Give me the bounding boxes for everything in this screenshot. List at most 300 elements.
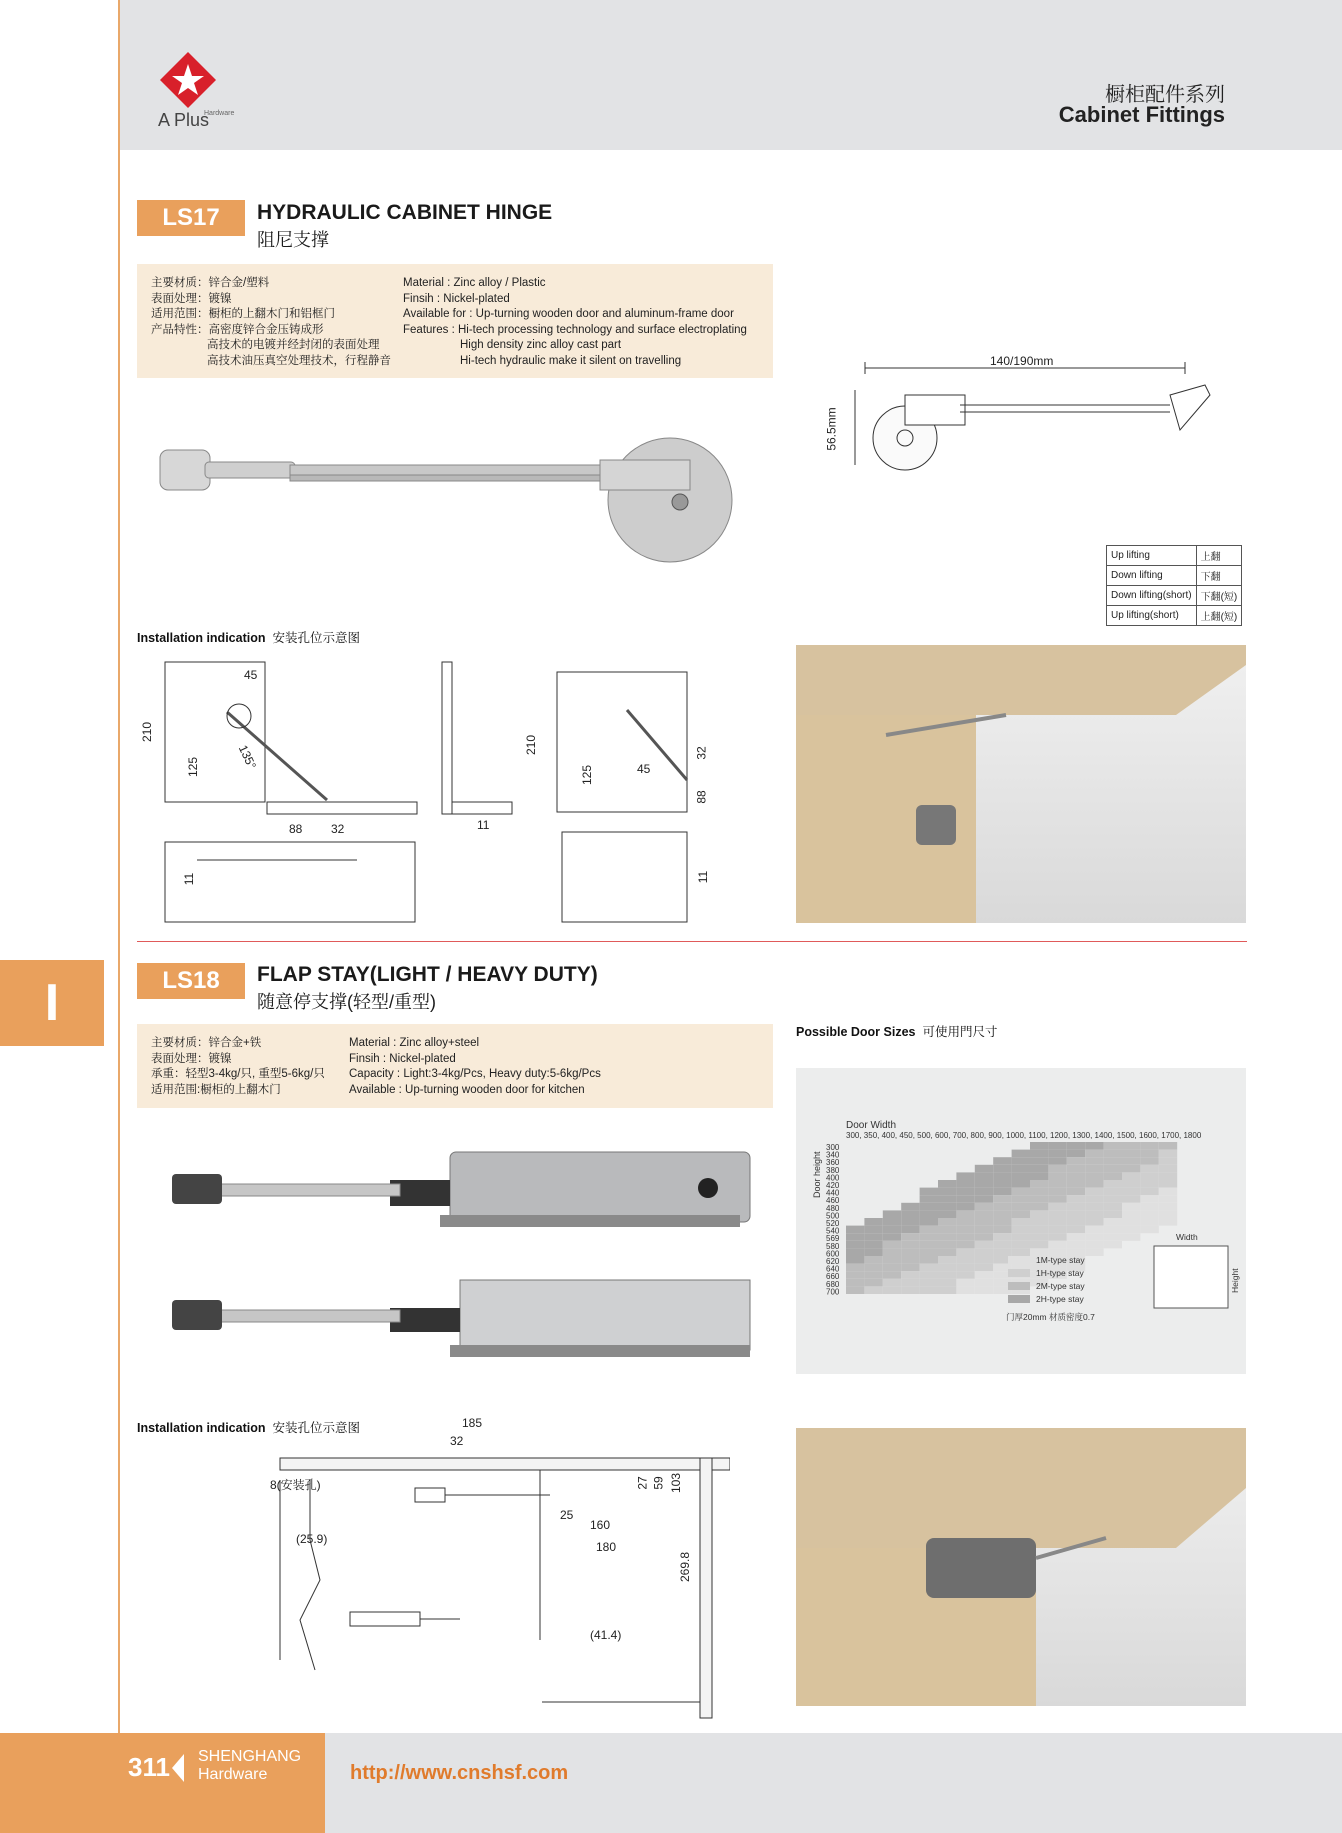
ls17-dimension-drawing [824, 350, 1240, 480]
ls17-spec-box [137, 264, 773, 378]
chart-y-tick: 360 [826, 1158, 840, 1168]
chart-cell [901, 1286, 919, 1294]
chart-cell [1030, 1157, 1048, 1165]
chart-title: Door Width [846, 1120, 897, 1131]
chart-cell [993, 1157, 1011, 1165]
chart-cell [846, 1264, 864, 1272]
chart-x-ticks [846, 1131, 1202, 1140]
chart-cell [956, 1172, 974, 1180]
ls18-badge: LS18 [137, 963, 245, 999]
spec-line: 表面处理：镀镍 [151, 1052, 232, 1065]
dim-label: 88 [694, 790, 709, 804]
chart-y-tick: 680 [826, 1279, 840, 1289]
chart-cell [938, 1226, 956, 1234]
chart-y-tick: 600 [826, 1249, 840, 1259]
chart-cell [1122, 1165, 1140, 1173]
chart-cell [1048, 1203, 1066, 1211]
chart-cell [1104, 1210, 1122, 1218]
chart-cell [1159, 1165, 1177, 1173]
spec-line: 高技术油压真空处理技术，行程静音 [207, 354, 391, 367]
chart-cell [846, 1241, 864, 1249]
chart-cell [1159, 1195, 1177, 1203]
chart-cell [883, 1286, 901, 1294]
ls17-spec-cn [151, 276, 391, 369]
dim-label: 45 [637, 762, 651, 776]
chart-cell [864, 1233, 882, 1241]
chart-y-tick: 400 [826, 1173, 840, 1183]
chart-cell [920, 1241, 938, 1249]
header-title-cn: 橱柜配件系列 [1105, 84, 1225, 106]
chart-cell [901, 1203, 919, 1211]
dim-width-label: 140/190mm [990, 354, 1054, 368]
spec-line: Available for : Up-turning wooden door and aluminum-frame door [403, 308, 734, 320]
door-sizes-label [796, 1022, 997, 1040]
chart-cell [1140, 1188, 1158, 1196]
dim-label: (41.4) [590, 1628, 622, 1642]
section-tab: I [0, 960, 104, 1046]
spec-line: 表面处理：镀镍 [151, 292, 232, 305]
legend-en: Down lifting(short) [1107, 586, 1197, 606]
ls17-badge: LS17 [137, 200, 245, 236]
chart-cell [1122, 1195, 1140, 1203]
chart-cell [1012, 1157, 1030, 1165]
chart-cell [975, 1271, 993, 1279]
chart-cell [1048, 1226, 1066, 1234]
chart-cell [956, 1218, 974, 1226]
chart-cell [883, 1226, 901, 1234]
chart-cell [920, 1203, 938, 1211]
chart-cell [993, 1188, 1011, 1196]
legend-swatch [1008, 1269, 1030, 1277]
chart-cell [1104, 1142, 1122, 1150]
chart-cell [846, 1233, 864, 1241]
chart-cell [1159, 1157, 1177, 1165]
dim-label: 11 [696, 870, 711, 884]
dim-label: 8(安装孔) [270, 1478, 321, 1492]
chart-cell [1048, 1233, 1066, 1241]
chart-cell [956, 1203, 974, 1211]
ls17-product-image [150, 420, 750, 580]
chart-cell [993, 1195, 1011, 1203]
ls18-spec-en [349, 1036, 601, 1098]
footer-url-link[interactable]: http://www.cnshsf.com [350, 1762, 569, 1784]
chart-cell [1104, 1180, 1122, 1188]
chart-cell [1104, 1150, 1122, 1158]
legend-cn: 下翻(短) [1196, 586, 1242, 606]
chart-cell [883, 1271, 901, 1279]
dim-label: (25.9) [296, 1532, 328, 1546]
dim-label: 32 [331, 822, 345, 836]
chart-cell [920, 1195, 938, 1203]
door-size-chart [796, 1068, 1246, 1374]
chart-cell [1085, 1203, 1103, 1211]
chart-cell [1104, 1195, 1122, 1203]
chart-cell [1048, 1218, 1066, 1226]
chart-cell [975, 1241, 993, 1249]
chart-cell [1067, 1188, 1085, 1196]
chart-y-tick: 500 [826, 1211, 840, 1221]
chart-cell [1067, 1165, 1085, 1173]
chart-y-tick: 380 [826, 1165, 840, 1175]
chart-cell [993, 1165, 1011, 1173]
chart-cell [1122, 1210, 1140, 1218]
chart-cell [864, 1226, 882, 1234]
chart-cell [883, 1256, 901, 1264]
chart-y-tick: 569 [826, 1234, 840, 1244]
chart-cell [975, 1172, 993, 1180]
chart-y-tick: 480 [826, 1203, 840, 1213]
table-row [1107, 586, 1242, 606]
spec-line: 主要材质：锌合金/塑料 [151, 277, 270, 289]
chart-cell [938, 1271, 956, 1279]
legend-cn: 上翻 [1196, 546, 1242, 566]
chart-cell [846, 1271, 864, 1279]
chart-cell [1085, 1150, 1103, 1158]
chart-cell [1104, 1233, 1122, 1241]
chart-cell [1122, 1233, 1140, 1241]
chart-cell [975, 1165, 993, 1173]
dim-label: 27 [635, 1476, 650, 1490]
brand-logo [158, 50, 238, 140]
chart-cell [956, 1233, 974, 1241]
ls17-spec-en [403, 276, 747, 369]
size-box-width-label: Width [1176, 1232, 1198, 1242]
install-label-cn: 安装孔位示意图 [272, 1421, 360, 1435]
table-row [1107, 606, 1242, 626]
chart-y-axis-label: Door height [812, 1151, 822, 1198]
chart-cell [975, 1203, 993, 1211]
chart-cell [1085, 1218, 1103, 1226]
chart-cell [1104, 1188, 1122, 1196]
dim-label: 125 [580, 764, 595, 786]
chart-cell [1048, 1241, 1066, 1249]
dim-height-label: 56.5mm [824, 407, 839, 451]
chart-cell [901, 1210, 919, 1218]
install-label-cn: 安装孔位示意图 [272, 631, 360, 645]
dim-label: 88 [289, 822, 303, 836]
chart-cell [1085, 1241, 1103, 1249]
chart-cell [920, 1286, 938, 1294]
spec-line: 适用范围：橱柜的上翻木门和铝框门 [151, 308, 335, 320]
chart-cell [1067, 1218, 1085, 1226]
chart-cell [938, 1218, 956, 1226]
chart-cell [975, 1180, 993, 1188]
chart-cell [920, 1233, 938, 1241]
dim-label: 11 [182, 872, 197, 886]
chart-cell [993, 1210, 1011, 1218]
chart-cell [1067, 1210, 1085, 1218]
chart-cell [1085, 1142, 1103, 1150]
chart-cell [1048, 1188, 1066, 1196]
chart-cell [1030, 1226, 1048, 1234]
chart-cell [938, 1233, 956, 1241]
spec-line: 适用范围:橱柜的上翻木门 [151, 1083, 281, 1096]
chart-cell [1030, 1150, 1048, 1158]
chart-cell [938, 1286, 956, 1294]
chart-cell [920, 1226, 938, 1234]
chart-y-tick: 660 [826, 1272, 840, 1282]
chart-cell [920, 1248, 938, 1256]
legend-en: Up lifting(short) [1107, 606, 1197, 626]
chart-cell [1030, 1195, 1048, 1203]
chart-cell [1067, 1172, 1085, 1180]
chart-cell [901, 1233, 919, 1241]
chart-cell [938, 1241, 956, 1249]
chart-cell [901, 1279, 919, 1287]
ls18-product-image [160, 1140, 760, 1370]
chart-cell [864, 1286, 882, 1294]
chart-cell [1140, 1180, 1158, 1188]
chart-cell [846, 1226, 864, 1234]
chart-cell [975, 1279, 993, 1287]
table-row [1107, 546, 1242, 566]
chart-cell [993, 1233, 1011, 1241]
chart-cell [1048, 1172, 1066, 1180]
chart-y-tick: 640 [826, 1264, 840, 1274]
spec-line: Features : Hi-tech processing technology and surface electroplating [403, 323, 747, 336]
chart-cell [975, 1210, 993, 1218]
left-rule [118, 0, 120, 1833]
chart-cell [1012, 1203, 1030, 1211]
chart-cell [1067, 1150, 1085, 1158]
chart-cell [956, 1256, 974, 1264]
chart-cell [1104, 1203, 1122, 1211]
dim-label: 59 [651, 1476, 666, 1490]
chart-cell [1140, 1195, 1158, 1203]
install-label-en: Installation indication [137, 631, 266, 645]
chart-y-tick: 300 [826, 1143, 840, 1152]
chart-cell [1140, 1203, 1158, 1211]
chart-cell [993, 1172, 1011, 1180]
chart-cell [975, 1195, 993, 1203]
chart-cell [1067, 1226, 1085, 1234]
ls18-spec-cn [151, 1036, 325, 1098]
chart-cell [975, 1233, 993, 1241]
spec-line: Material : Zinc alloy / Plastic [403, 277, 546, 289]
chart-cell [956, 1195, 974, 1203]
legend-label: 2M-type stay [1036, 1281, 1085, 1291]
chart-cell [993, 1248, 1011, 1256]
chart-cell [864, 1271, 882, 1279]
chart-cell [1048, 1150, 1066, 1158]
legend-en: Up lifting [1107, 546, 1197, 566]
chart-cell [1048, 1142, 1066, 1150]
ls18-title-en: FLAP STAY(LIGHT / HEAVY DUTY) [257, 963, 598, 986]
dim-label: 25 [560, 1508, 574, 1522]
ls17-title-cn: 阻尼支撑 [257, 230, 329, 250]
chart-cell [846, 1248, 864, 1256]
chart-cell [975, 1226, 993, 1234]
chart-cell [1067, 1203, 1085, 1211]
chart-cell [993, 1218, 1011, 1226]
ls17-install-photo [796, 645, 1246, 923]
chart-cell [1048, 1165, 1066, 1173]
chart-cell [883, 1218, 901, 1226]
chart-cell [901, 1226, 919, 1234]
chart-cell [1085, 1165, 1103, 1173]
chart-cell [1085, 1180, 1103, 1188]
spec-line: Available : Up-turning wooden door for kitchen [349, 1083, 585, 1096]
chart-cell [1159, 1188, 1177, 1196]
legend-cn: 下翻 [1196, 566, 1242, 586]
legend-label: 1H-type stay [1036, 1268, 1084, 1278]
chart-cell [1085, 1248, 1103, 1256]
chart-cell [1122, 1188, 1140, 1196]
chart-cell [864, 1279, 882, 1287]
chart-cell [993, 1180, 1011, 1188]
chart-cell [1085, 1157, 1103, 1165]
size-box-height-label: Height [1230, 1268, 1240, 1293]
chart-cell [1159, 1150, 1177, 1158]
spec-line: Finsih : Nickel-plated [349, 1052, 456, 1065]
chart-cell [1012, 1218, 1030, 1226]
chart-cell [938, 1264, 956, 1272]
chart-cell [1030, 1203, 1048, 1211]
chart-cell [938, 1248, 956, 1256]
chart-cell [1159, 1203, 1177, 1211]
ls18-install-drawing [260, 1416, 730, 1720]
chart-cell [1122, 1150, 1140, 1158]
chart-y-tick: 420 [826, 1181, 840, 1190]
page-number: 311 [128, 1752, 170, 1782]
chart-cell [864, 1264, 882, 1272]
legend-en: Down lifting [1107, 566, 1197, 586]
spec-line: Material : Zinc alloy+steel [349, 1037, 480, 1049]
chart-cell [938, 1210, 956, 1218]
chart-y-tick: 520 [826, 1219, 840, 1228]
chart-cell [864, 1218, 882, 1226]
chart-cell [883, 1210, 901, 1218]
chart-cell [1140, 1150, 1158, 1158]
chart-cell [1122, 1226, 1140, 1234]
chart-cell [1012, 1180, 1030, 1188]
dim-label: 103 [669, 1472, 684, 1494]
chart-cell [938, 1195, 956, 1203]
chart-cell [1104, 1172, 1122, 1180]
footer-arrow-icon [172, 1754, 186, 1787]
dim-label: 32 [450, 1434, 464, 1448]
chart-cell [864, 1241, 882, 1249]
chart-cell [1159, 1180, 1177, 1188]
chart-cell [901, 1264, 919, 1272]
chart-cell [846, 1286, 864, 1294]
spec-line: High density zinc alloy cast part [460, 339, 622, 351]
dim-label: 11 [477, 818, 490, 832]
door-sizes-label-en: Possible Door Sizes [796, 1025, 916, 1039]
chart-cell [1067, 1180, 1085, 1188]
chart-cell [920, 1210, 938, 1218]
chart-cell [1140, 1142, 1158, 1150]
chart-cell [938, 1279, 956, 1287]
chart-cell [956, 1286, 974, 1294]
ls18-install-photo [796, 1428, 1246, 1706]
chart-cell [1048, 1180, 1066, 1188]
chart-cell [1104, 1218, 1122, 1226]
footer-brand [198, 1748, 301, 1784]
logo-text: A Plus [158, 110, 210, 130]
chart-cell [1012, 1172, 1030, 1180]
chart-cell [1104, 1241, 1122, 1249]
chart-cell [1122, 1157, 1140, 1165]
chart-cell [883, 1279, 901, 1287]
table-row [1107, 566, 1242, 586]
chart-cell [1048, 1157, 1066, 1165]
chart-cell [920, 1271, 938, 1279]
chart-cell [1030, 1165, 1048, 1173]
chart-cell [1048, 1210, 1066, 1218]
spec-line: 承重：轻型3-4kg/只, 重型5-6kg/只 [151, 1068, 325, 1080]
header-title-en: Cabinet Fittings [1058, 102, 1225, 127]
chart-y-tick: 340 [826, 1150, 840, 1160]
chart-cell [975, 1218, 993, 1226]
chart-cell [1159, 1210, 1177, 1218]
chart-cell [1140, 1226, 1158, 1234]
chart-cell [956, 1248, 974, 1256]
chart-cell [1012, 1233, 1030, 1241]
spec-line: 产品特性：高密度锌合金压铸成形 [151, 323, 324, 336]
size-box [1154, 1246, 1228, 1308]
chart-cell [1140, 1218, 1158, 1226]
chart-cell [1030, 1172, 1048, 1180]
spec-line: Capacity : Light:3-4kg/Pcs, Heavy duty:5-6kg/Pcs [349, 1068, 601, 1080]
chart-cell [956, 1180, 974, 1188]
chart-cell [1159, 1142, 1177, 1150]
chart-cell [1140, 1210, 1158, 1218]
chart-cell [1085, 1172, 1103, 1180]
chart-cell [883, 1233, 901, 1241]
chart-cell [1122, 1180, 1140, 1188]
chart-cell [1030, 1210, 1048, 1218]
dim-label: 269.8 [678, 1551, 693, 1583]
spec-line: 主要材质：锌合金+铁 [151, 1037, 262, 1049]
chart-cell [975, 1248, 993, 1256]
door-sizes-label-cn: 可使用門尺寸 [922, 1025, 998, 1039]
spec-line: 高技术的电镀并经封闭的表面处理 [207, 339, 380, 351]
chart-cell [956, 1210, 974, 1218]
dim-label: 45 [244, 668, 258, 682]
chart-cell [1012, 1210, 1030, 1218]
chart-y-tick: 440 [826, 1188, 840, 1198]
spec-line: Hi-tech hydraulic make it silent on travelling [460, 354, 682, 367]
footer-brand-line2: Hardware [198, 1766, 268, 1783]
footer-brand-line1: SHENGHANG [198, 1748, 302, 1765]
spec-line: Finsih : Nickel-plated [403, 292, 510, 305]
chart-cell [1067, 1241, 1085, 1249]
chart-cell [883, 1248, 901, 1256]
chart-cell [864, 1256, 882, 1264]
chart-cell [1030, 1233, 1048, 1241]
chart-y-tick: 540 [826, 1226, 840, 1236]
chart-cell [1012, 1241, 1030, 1249]
ls17-legend-table [1106, 545, 1242, 626]
chart-cell [920, 1256, 938, 1264]
legend-label: 1M-type stay [1036, 1255, 1085, 1265]
chart-cell [920, 1218, 938, 1226]
chart-cell [938, 1188, 956, 1196]
chart-cell [1085, 1233, 1103, 1241]
chart-cell [1122, 1142, 1140, 1150]
chart-cell [1104, 1157, 1122, 1165]
chart-cell [975, 1188, 993, 1196]
chart-cell [1159, 1172, 1177, 1180]
chart-cell [1030, 1142, 1048, 1150]
chart-cell [883, 1264, 901, 1272]
chart-cell [1140, 1172, 1158, 1180]
chart-cell [938, 1203, 956, 1211]
chart-cell [1012, 1150, 1030, 1158]
chart-note: 门厚20mm 材质密度0.7 [1006, 1312, 1095, 1322]
ls17-title-en: HYDRAULIC CABINET HINGE [257, 201, 553, 224]
